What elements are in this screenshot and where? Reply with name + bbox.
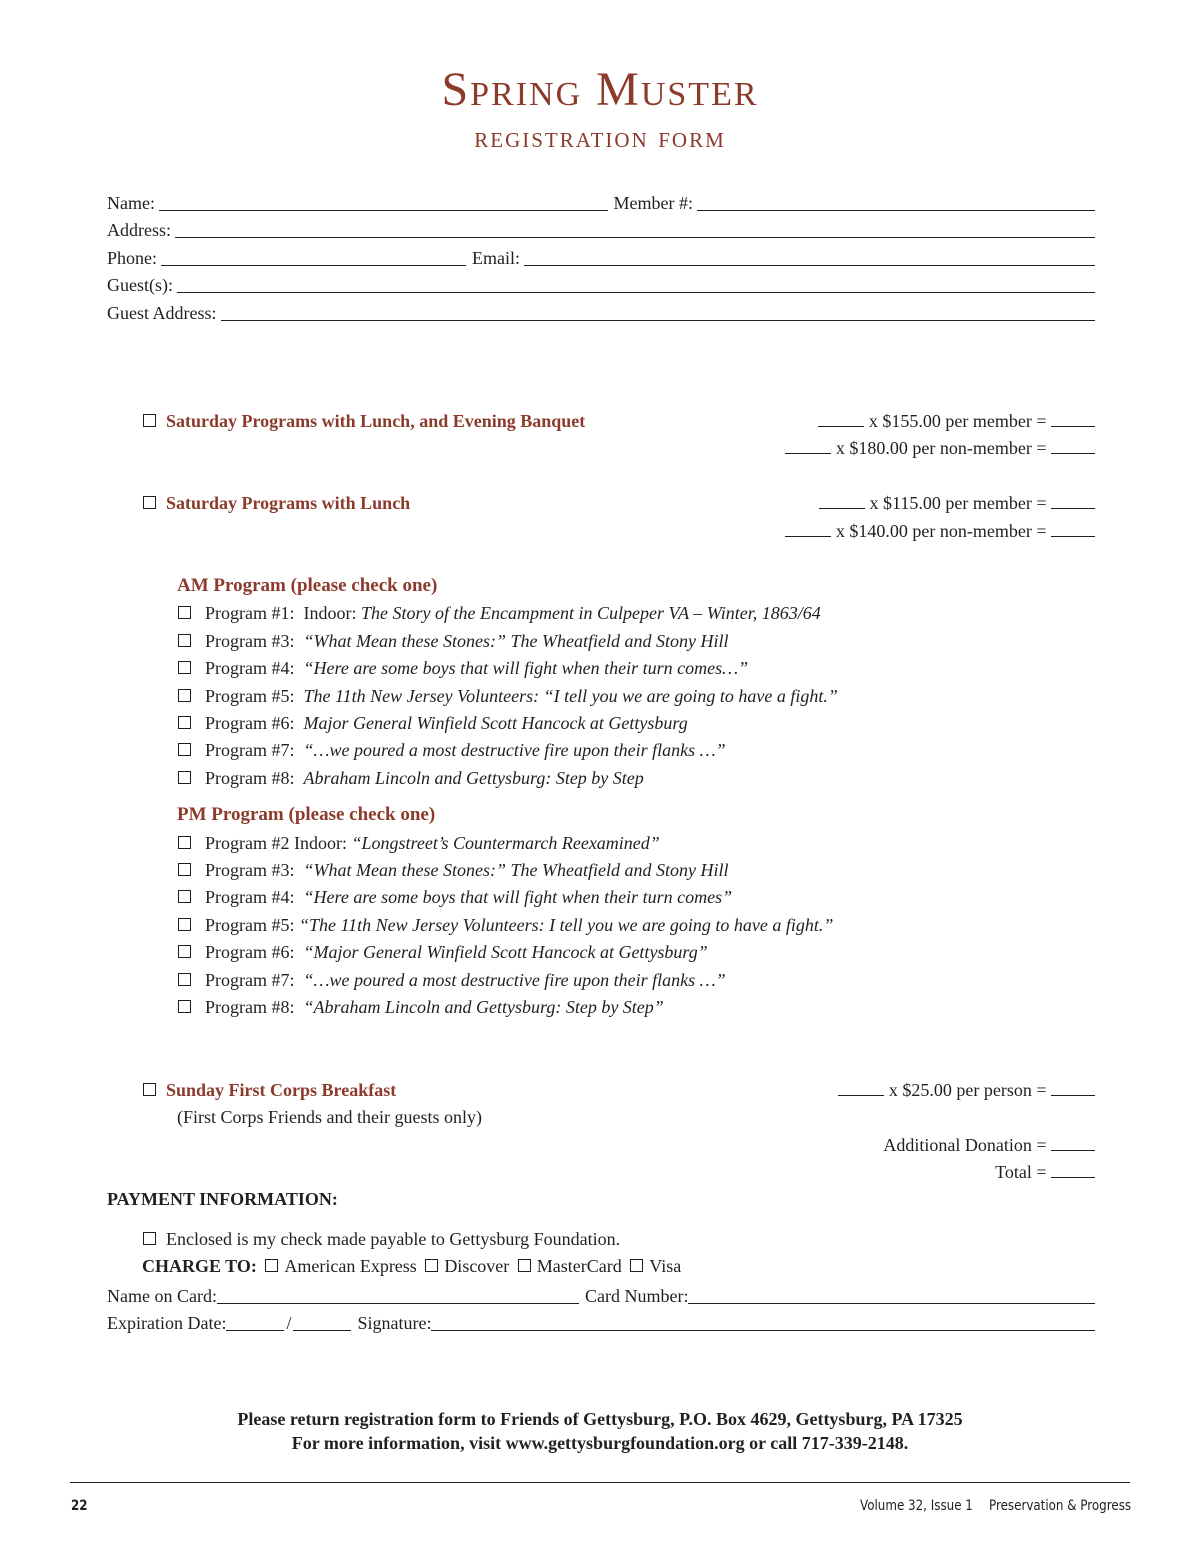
expiration-year-field[interactable] [293, 1312, 351, 1331]
discover-label: Discover [444, 1256, 510, 1276]
amex-label: American Express [284, 1256, 417, 1276]
signature-label: Signature: [357, 1313, 432, 1333]
program-prefix: Program #4: [205, 887, 295, 907]
footer-divider [70, 1482, 1130, 1483]
program-prefix: Program #1: [205, 603, 295, 623]
lunch-option [143, 492, 410, 514]
lunch-nonmember-qty[interactable] [785, 520, 831, 537]
pm-program-checkbox[interactable] [178, 973, 191, 986]
banquet-nonmember-price [785, 437, 1095, 459]
member-number-field[interactable] [697, 192, 1095, 211]
pm-program-checkbox[interactable] [178, 1000, 191, 1013]
program-prefix: Program #5: [205, 915, 295, 935]
name-field[interactable] [159, 192, 608, 211]
program-title: “Here are some boys that will fight when their turn comes…” [303, 658, 749, 678]
address-row [107, 217, 1095, 241]
discover-checkbox[interactable] [425, 1259, 438, 1272]
program-prefix: Program #4: [205, 658, 295, 678]
pm-program-item [178, 832, 660, 854]
address-label: Address: [107, 220, 171, 240]
program-prefix: Program #2 [205, 833, 290, 853]
guests-label: Guest(s): [107, 275, 173, 295]
banquet-label: Saturday Programs with Lunch, and Evening Banquet [166, 411, 586, 431]
banquet-member-price-text: x $155.00 per member = [868, 411, 1047, 431]
am-program-checkbox[interactable] [178, 771, 191, 784]
phone-field[interactable] [161, 247, 466, 266]
page-number: 22 [71, 1498, 88, 1514]
visa-label: Visa [649, 1256, 682, 1276]
name-member-row [107, 190, 1095, 214]
check-option [143, 1228, 620, 1250]
program-prefix: Program #5: [205, 686, 295, 706]
expiration-separator: / [286, 1313, 292, 1333]
email-field[interactable] [524, 247, 1095, 266]
guest-address-row [107, 300, 1095, 324]
volume-issue: Volume 32, Issue 1 [860, 1498, 973, 1514]
breakfast-checkbox[interactable] [143, 1083, 156, 1096]
phone-email-row [107, 245, 1095, 269]
am-program-item [178, 767, 644, 789]
check-checkbox[interactable] [143, 1232, 156, 1245]
guest-address-label: Guest Address: [107, 303, 217, 323]
check-text: Enclosed is my check made payable to Gettysburg Foundation. [166, 1229, 621, 1249]
banquet-member-amount[interactable] [1051, 410, 1095, 427]
program-title: “Abraham Lincoln and Gettysburg: Step by Step” [303, 997, 664, 1017]
breakfast-option [143, 1079, 396, 1101]
total-row [995, 1161, 1095, 1183]
am-program-item [178, 602, 821, 624]
guest-address-field[interactable] [221, 302, 1096, 321]
form-title: Spring Muster [441, 63, 759, 116]
expiration-signature-row [107, 1310, 1095, 1334]
am-program-checkbox[interactable] [178, 661, 191, 674]
phone-label: Phone: [107, 248, 158, 268]
amex-checkbox[interactable] [265, 1259, 278, 1272]
expiration-label: Expiration Date: [107, 1313, 227, 1333]
banquet-member-qty[interactable] [818, 410, 864, 427]
banquet-member-price [818, 410, 1095, 432]
card-number-label: Card Number: [584, 1286, 689, 1306]
program-title: The Story of the Encampment in Culpeper VA – Winter, 1863/64 [361, 603, 821, 623]
name-label: Name: [107, 193, 155, 213]
am-program-title: AM Program (please check one) [177, 575, 438, 596]
am-program-checkbox[interactable] [178, 634, 191, 647]
lunch-member-qty[interactable] [819, 492, 865, 509]
donation-label: Additional Donation = [883, 1135, 1047, 1155]
banquet-option [143, 410, 585, 432]
program-title: “The 11th New Jersey Volunteers: I tell you we are going to have a fight.” [299, 915, 834, 935]
payment-heading: PAYMENT INFORMATION: [107, 1189, 338, 1209]
name-on-card-label: Name on Card: [107, 1286, 217, 1306]
program-title: “…we poured a most destructive fire upon their flanks …” [303, 970, 726, 990]
program-title: Major General Winfield Scott Hancock at Gettysburg [303, 713, 688, 733]
pm-program-item [178, 886, 732, 908]
return-instructions: Please return registration form to Friends of Gettysburg, P.O. Box 4629, Gettysburg, PA 17325 [237, 1409, 963, 1429]
program-prefix: Program #7: [205, 740, 295, 760]
am-program-checkbox[interactable] [178, 606, 191, 619]
am-program-item [178, 739, 726, 761]
banquet-nonmember-qty[interactable] [785, 437, 831, 454]
program-prefix: Program #6: [205, 942, 295, 962]
program-prefix: Program #3: [205, 631, 295, 651]
mastercard-checkbox[interactable] [518, 1259, 531, 1272]
charge-to-row [142, 1255, 681, 1277]
more-info: For more information, visit www.gettysburgfoundation.org or call 717-339-2148. [291, 1433, 909, 1453]
name-on-card-field[interactable] [217, 1285, 579, 1304]
program-title: “…we poured a most destructive fire upon their flanks …” [303, 740, 726, 760]
pm-program-item [178, 969, 726, 991]
total-amount[interactable] [1051, 1161, 1095, 1178]
lunch-member-amount[interactable] [1051, 492, 1095, 509]
lunch-member-price-text: x $115.00 per member = [869, 493, 1047, 513]
program-prefix: Program #8: [205, 768, 295, 788]
program-prefix: Program #7: [205, 970, 295, 990]
donation-amount[interactable] [1051, 1134, 1095, 1151]
lunch-checkbox[interactable] [143, 496, 156, 509]
program-prefix: Program #6: [205, 713, 295, 733]
form-subtitle: registration form [474, 121, 726, 154]
program-kind: Indoor: [303, 603, 357, 623]
program-title: “Major General Winfield Scott Hancock at Gettysburg” [303, 942, 708, 962]
program-prefix: Program #3: [205, 860, 295, 880]
am-program-item [178, 630, 728, 652]
program-title: “Here are some boys that will fight when their turn comes” [303, 887, 733, 907]
pm-program-item [178, 914, 833, 936]
pm-program-item [178, 996, 664, 1018]
pm-program-checkbox[interactable] [178, 890, 191, 903]
guests-field[interactable] [177, 274, 1095, 293]
card-number-field[interactable] [688, 1285, 1095, 1304]
am-program-item [178, 685, 838, 707]
guests-row [107, 272, 1095, 296]
program-title: “What Mean these Stones:” The Wheatfield and Stony Hill [303, 860, 729, 880]
lunch-nonmember-price-text: x $140.00 per non-member = [835, 521, 1047, 541]
program-title: The 11th New Jersey Volunteers: “I tell you we are going to have a fight.” [303, 686, 838, 706]
banquet-nonmember-amount[interactable] [1051, 437, 1095, 454]
am-program-checkbox[interactable] [178, 689, 191, 702]
breakfast-label: Sunday First Corps Breakfast [166, 1080, 397, 1100]
banquet-checkbox[interactable] [143, 414, 156, 427]
program-prefix: Program #8: [205, 997, 295, 1017]
lunch-nonmember-price [785, 520, 1095, 542]
lunch-label: Saturday Programs with Lunch [166, 493, 411, 513]
address-field[interactable] [175, 219, 1095, 238]
am-program-item [178, 712, 688, 734]
am-program-checkbox[interactable] [178, 716, 191, 729]
member-label: Member #: [613, 193, 693, 213]
mastercard-label: MasterCard [536, 1256, 622, 1276]
visa-checkbox[interactable] [630, 1259, 643, 1272]
breakfast-price-text: x $25.00 per person = [888, 1080, 1047, 1100]
lunch-member-price [819, 492, 1095, 514]
pm-program-item [178, 941, 708, 963]
breakfast-note: (First Corps Friends and their guests only) [177, 1107, 482, 1127]
email-label: Email: [472, 248, 521, 268]
pm-program-checkbox[interactable] [178, 945, 191, 958]
card-name-row [107, 1283, 1095, 1307]
pm-program-checkbox[interactable] [178, 918, 191, 931]
program-title: “What Mean these Stones:” The Wheatfield and Stony Hill [303, 631, 729, 651]
total-label: Total = [995, 1162, 1047, 1182]
pm-program-title: PM Program (please check one) [177, 804, 436, 825]
am-program-item [178, 657, 748, 679]
program-title: Abraham Lincoln and Gettysburg: Step by Step [303, 768, 644, 788]
pm-program-checkbox[interactable] [178, 863, 191, 876]
signature-field[interactable] [431, 1312, 1095, 1331]
donation-row [883, 1134, 1095, 1156]
banquet-nonmember-price-text: x $180.00 per non-member = [835, 438, 1047, 458]
expiration-month-field[interactable] [226, 1312, 284, 1331]
program-kind: Indoor: [294, 833, 347, 853]
charge-to-label: CHARGE TO: [142, 1256, 257, 1276]
breakfast-amount[interactable] [1051, 1079, 1095, 1096]
pm-program-item [178, 859, 728, 881]
program-title: “Longstreet’s Countermarch Reexamined” [351, 833, 660, 853]
pm-program-checkbox[interactable] [178, 836, 191, 849]
am-program-checkbox[interactable] [178, 743, 191, 756]
publication-name: Preservation & Progress [989, 1498, 1132, 1514]
breakfast-qty[interactable] [838, 1079, 884, 1096]
breakfast-price [838, 1079, 1095, 1101]
lunch-nonmember-amount[interactable] [1051, 520, 1095, 537]
